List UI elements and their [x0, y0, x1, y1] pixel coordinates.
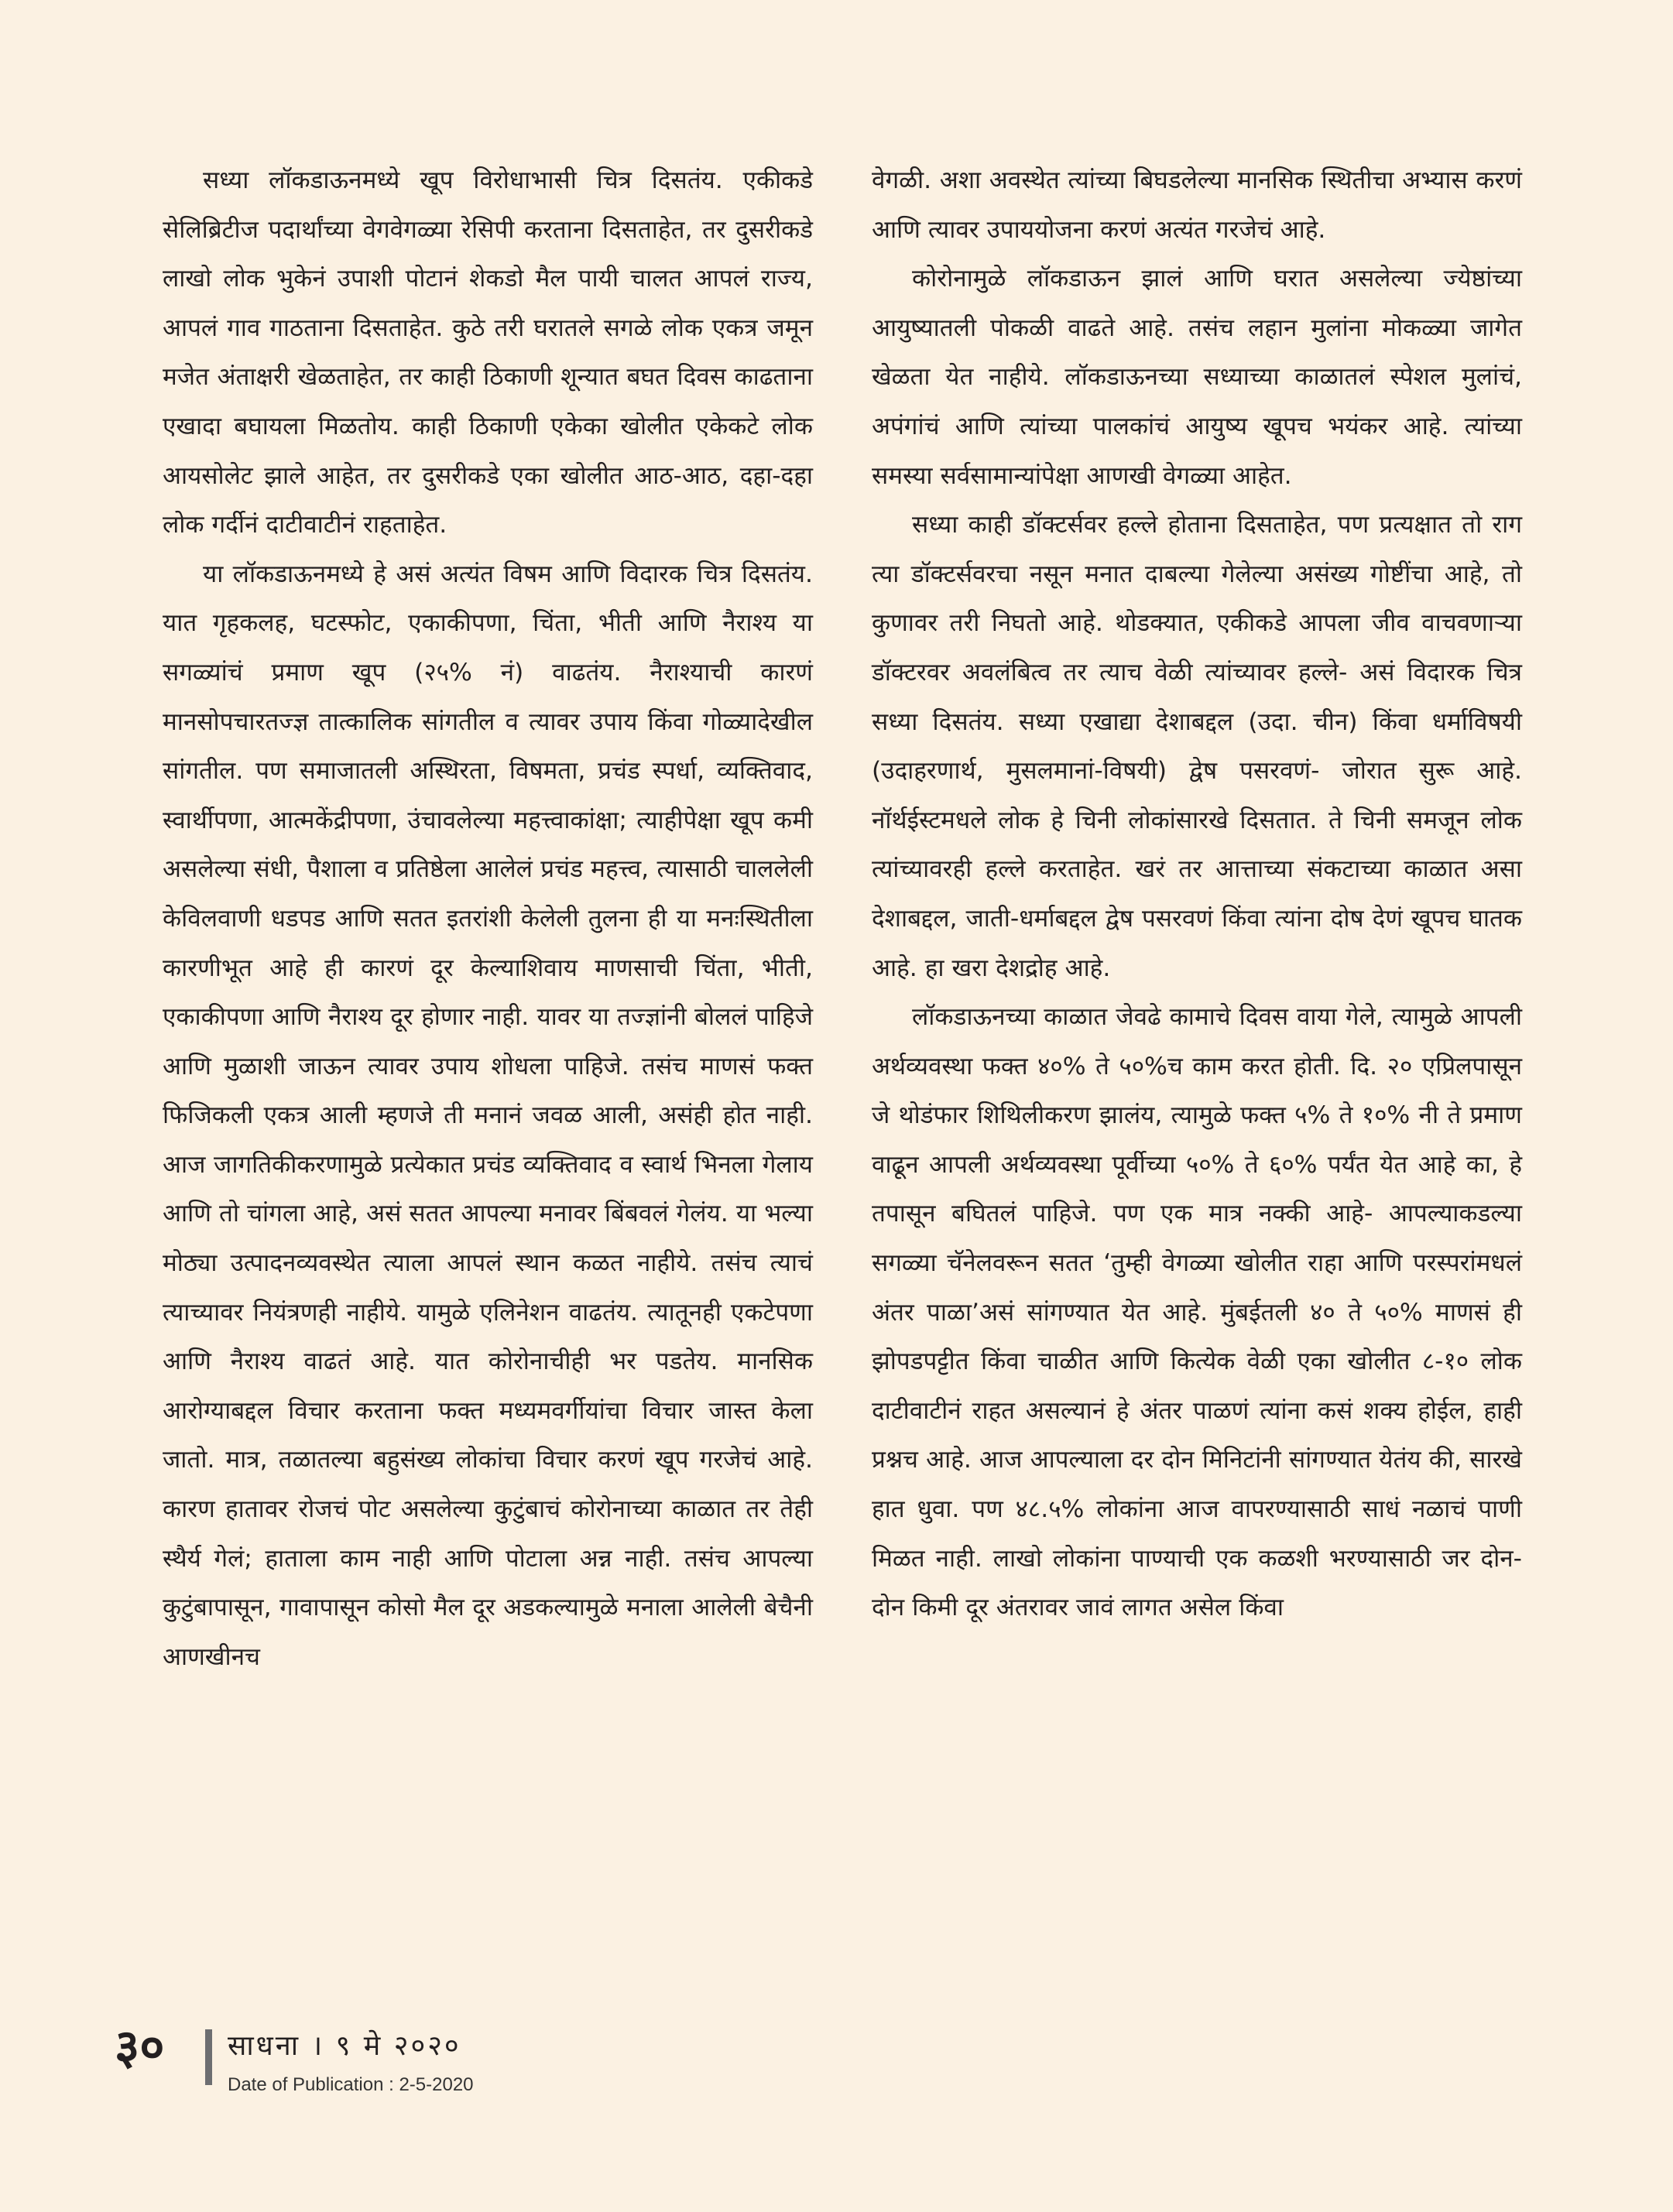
magazine-issue-line: साधना । ९ मे २०२० — [228, 2030, 461, 2062]
paragraph: सध्या लॉकडाऊनमध्ये खूप विरोधाभासी चित्र दिसतंय. एकीकडे सेलिब्रिटीज पदार्थांच्या वेगवेगळ्या रेसिपी करताना दिसताहेत, तर दुसरीकडे लाखो लोक भुकेनं उपाशी पोटानं शेकडो मैल पायी चालत आपलं राज्य, आपलं गाव गाठताना दिसताहेत. कुठे तरी घरातले सगळे लोक एकत्र जमून मजेत अंताक्षरी खेळताहेत, तर काही ठिकाणी शून्यात बघत दिवस काढताना एखादा बघायला मिळतोय. काही ठिकाणी एकेका खोलीत एकेकटे लोक आयसोलेट झाले आहेत, तर दुसरीकडे एका खोलीत आठ-आठ, दहा-दहा लोक गर्दीनं दाटीवाटीनं राहताहेत. — [163, 166, 813, 539]
article-left-column — [163, 156, 813, 1682]
page-number: ३० — [115, 2019, 165, 2075]
paragraph: लॉकडाऊनच्या काळात जेवढे कामाचे दिवस वाया गेले, त्यामुळे आपली अर्थव्यवस्था फक्त ४०% ते ५०%च काम करत होती. दि. २० एप्रिलपासून जे थोडंफार शिथिलीकरण झालंय, त्यामुळे फक्त ५% ते १०% नी ते प्रमाण वाढून आपली अर्थव्यवस्था पूर्वीच्या ५०% ते ६०% पर्यंत येत आहे का, हे तपासून बघितलं पाहिजे. पण एक मात्र नक्की आहे- आपल्याकडल्या सगळ्या चॅनेलवरून सतत ‘तुम्ही वेगळ्या खोलीत राहा आणि परस्परांमधलं अंतर पाळा’असं सांगण्यात येत आहे. मुंबईतली ४० ते ५०% माणसं ही झोपडपट्टीत किंवा चाळीत आणि कित्येक वेळी एका खोलीत ८-१० लोक दाटीवाटीनं राहत असल्यानं हे अंतर पाळणं त्यांना कसं शक्य होईल, हाही प्रश्नच आहे. आज आपल्याला दर दोन मिनिटांनी सांगण्यात येतंय की, सारखे हात धुवा. पण ४८.५% लोकांना आज वापरण्यासाठी साधं नळाचं पाणी मिळत नाही. लाखो लोकांना पाण्याची एक कळशी भरण्यासाठी जर दोन-दोन किमी दूर अंतरावर जावं लागत असेल किंवा — [872, 1003, 1522, 1622]
paragraph: कोरोनामुळे लॉकडाऊन झालं आणि घरात असलेल्या ज्येष्ठांच्या आयुष्यातली पोकळी वाढते आहे. तसंच लहान मुलांना मोकळ्या जागेत खेळता येत नाहीये. लॉकडाऊनच्या सध्याच्या काळातलं स्पेशल मुलांचं, अपंगांचं आणि त्यांच्या पालकांचं आयुष्य खूपच भयंकर आहे. त्यांच्या समस्या सर्वसामान्यांपेक्षा आणखी वेगळ्या आहेत. — [872, 265, 1522, 490]
article-right-column — [872, 156, 1522, 1633]
paragraph: वेगळी. अशा अवस्थेत त्यांच्या बिघडलेल्या मानसिक स्थितीचा अभ्यास करणं आणि त्यावर उपाययोजना करणं अत्यंत गरजेचं आहे. — [872, 166, 1522, 244]
footer-divider — [205, 2029, 212, 2085]
paragraph: सध्या काही डॉक्टर्सवर हल्ले होताना दिसताहेत, पण प्रत्यक्षात तो राग त्या डॉक्टर्सवरचा नसून मनात दाबल्या गेलेल्या असंख्य गोष्टींचा आहे, तो कुणावर तरी निघतो आहे. थोडक्यात, एकीकडे आपला जीव वाचवणाऱ्या डॉक्टरवर अवलंबित्व तर त्याच वेळी त्यांच्यावर हल्ले- असं विदारक चित्र सध्या दिसतंय. सध्या एखाद्या देशाबद्दल (उदा. चीन) किंवा धर्माविषयी (उदाहरणार्थ, मुसलमानां-विषयी) द्वेष पसरवणं- जोरात सुरू आहे. नॉर्थईस्टमधले लोक हे चिनी लोकांसारखे दिसतात. ते चिनी समजून लोक त्यांच्यावरही हल्ले करताहेत. खरं तर आत्ताच्या संकटाच्या काळात असा देशाबद्दल, जाती-धर्माबद्दल द्वेष पसरवणं किंवा त्यांना दोष देणं खूपच घातक आहे. हा खरा देशद्रोह आहे. — [872, 511, 1522, 982]
publication-date: Date of Publication : 2-5-2020 — [228, 2074, 474, 2095]
paragraph: या लॉकडाऊनमध्ये हे असं अत्यंत विषम आणि विदारक चित्र दिसतंय. यात गृहकलह, घटस्फोट, एकाकीपणा, चिंता, भीती आणि नैराश्य या सगळ्यांचं प्रमाण खूप (२५% नं) वाढतंय. नैराश्याची कारणं मानसोपचारतज्ज्ञ तात्कालिक सांगतील व त्यावर उपाय किंवा गोळ्यादेखील सांगतील. पण समाजातली अस्थिरता, विषमता, प्रचंड स्पर्धा, व्यक्तिवाद, स्वार्थीपणा, आत्मकेंद्रीपणा, उंचावलेल्या महत्त्वाकांक्षा; त्याहीपेक्षा खूप कमी असलेल्या संधी, पैशाला व प्रतिष्ठेला आलेलं प्रचंड महत्त्व, त्यासाठी चाललेली केविलवाणी धडपड आणि सतत इतरांशी केलेली तुलना ही या मनःस्थितीला कारणीभूत आहे ही कारणं दूर केल्याशिवाय माणसाची चिंता, भीती, एकाकीपणा आणि नैराश्य दूर होणार नाही. यावर या तज्ज्ञांनी बोललं पाहिजे आणि मुळाशी जाऊन त्यावर उपाय शोधला पाहिजे. तसंच माणसं फक्त फिजिकली एकत्र आली म्हणजे ती मनानं जवळ आली, असंही होत नाही. आज जागतिकीकरणामुळे प्रत्येकात प्रचंड व्यक्तिवाद व स्वार्थ भिनला गेलाय आणि तो चांगला आहे, असं सतत आपल्या मनावर बिंबवलं गेलंय. या भल्या मोठ्या उत्पादनव्यवस्थेत त्याला आपलं स्थान कळत नाहीये. तसंच त्याचं त्याच्यावर नियंत्रणही नाहीये. यामुळे एलिनेशन वाढतंय. त्यातूनही एकटेपणा आणि नैराश्य वाढतं आहे. यात कोरोनाचीही भर पडतेय. मानसिक आरोग्याबद्दल विचार करताना फक्त मध्यमवर्गीयांचा विचार जास्त केला जातो. मात्र, तळातल्या बहुसंख्य लोकांचा विचार करणं खूप गरजेचं आहे. कारण हातावर रोजचं पोट असलेल्या कुटुंबाचं कोरोनाच्या काळात तर तेही स्थैर्य गेलं; हाताला काम नाही आणि पोटाला अन्न नाही. तसंच आपल्या कुटुंबापासून, गावापासून कोसो मैल दूर अडकल्यामुळे मनाला आलेली बेचैनी आणखीनच — [163, 560, 813, 1671]
